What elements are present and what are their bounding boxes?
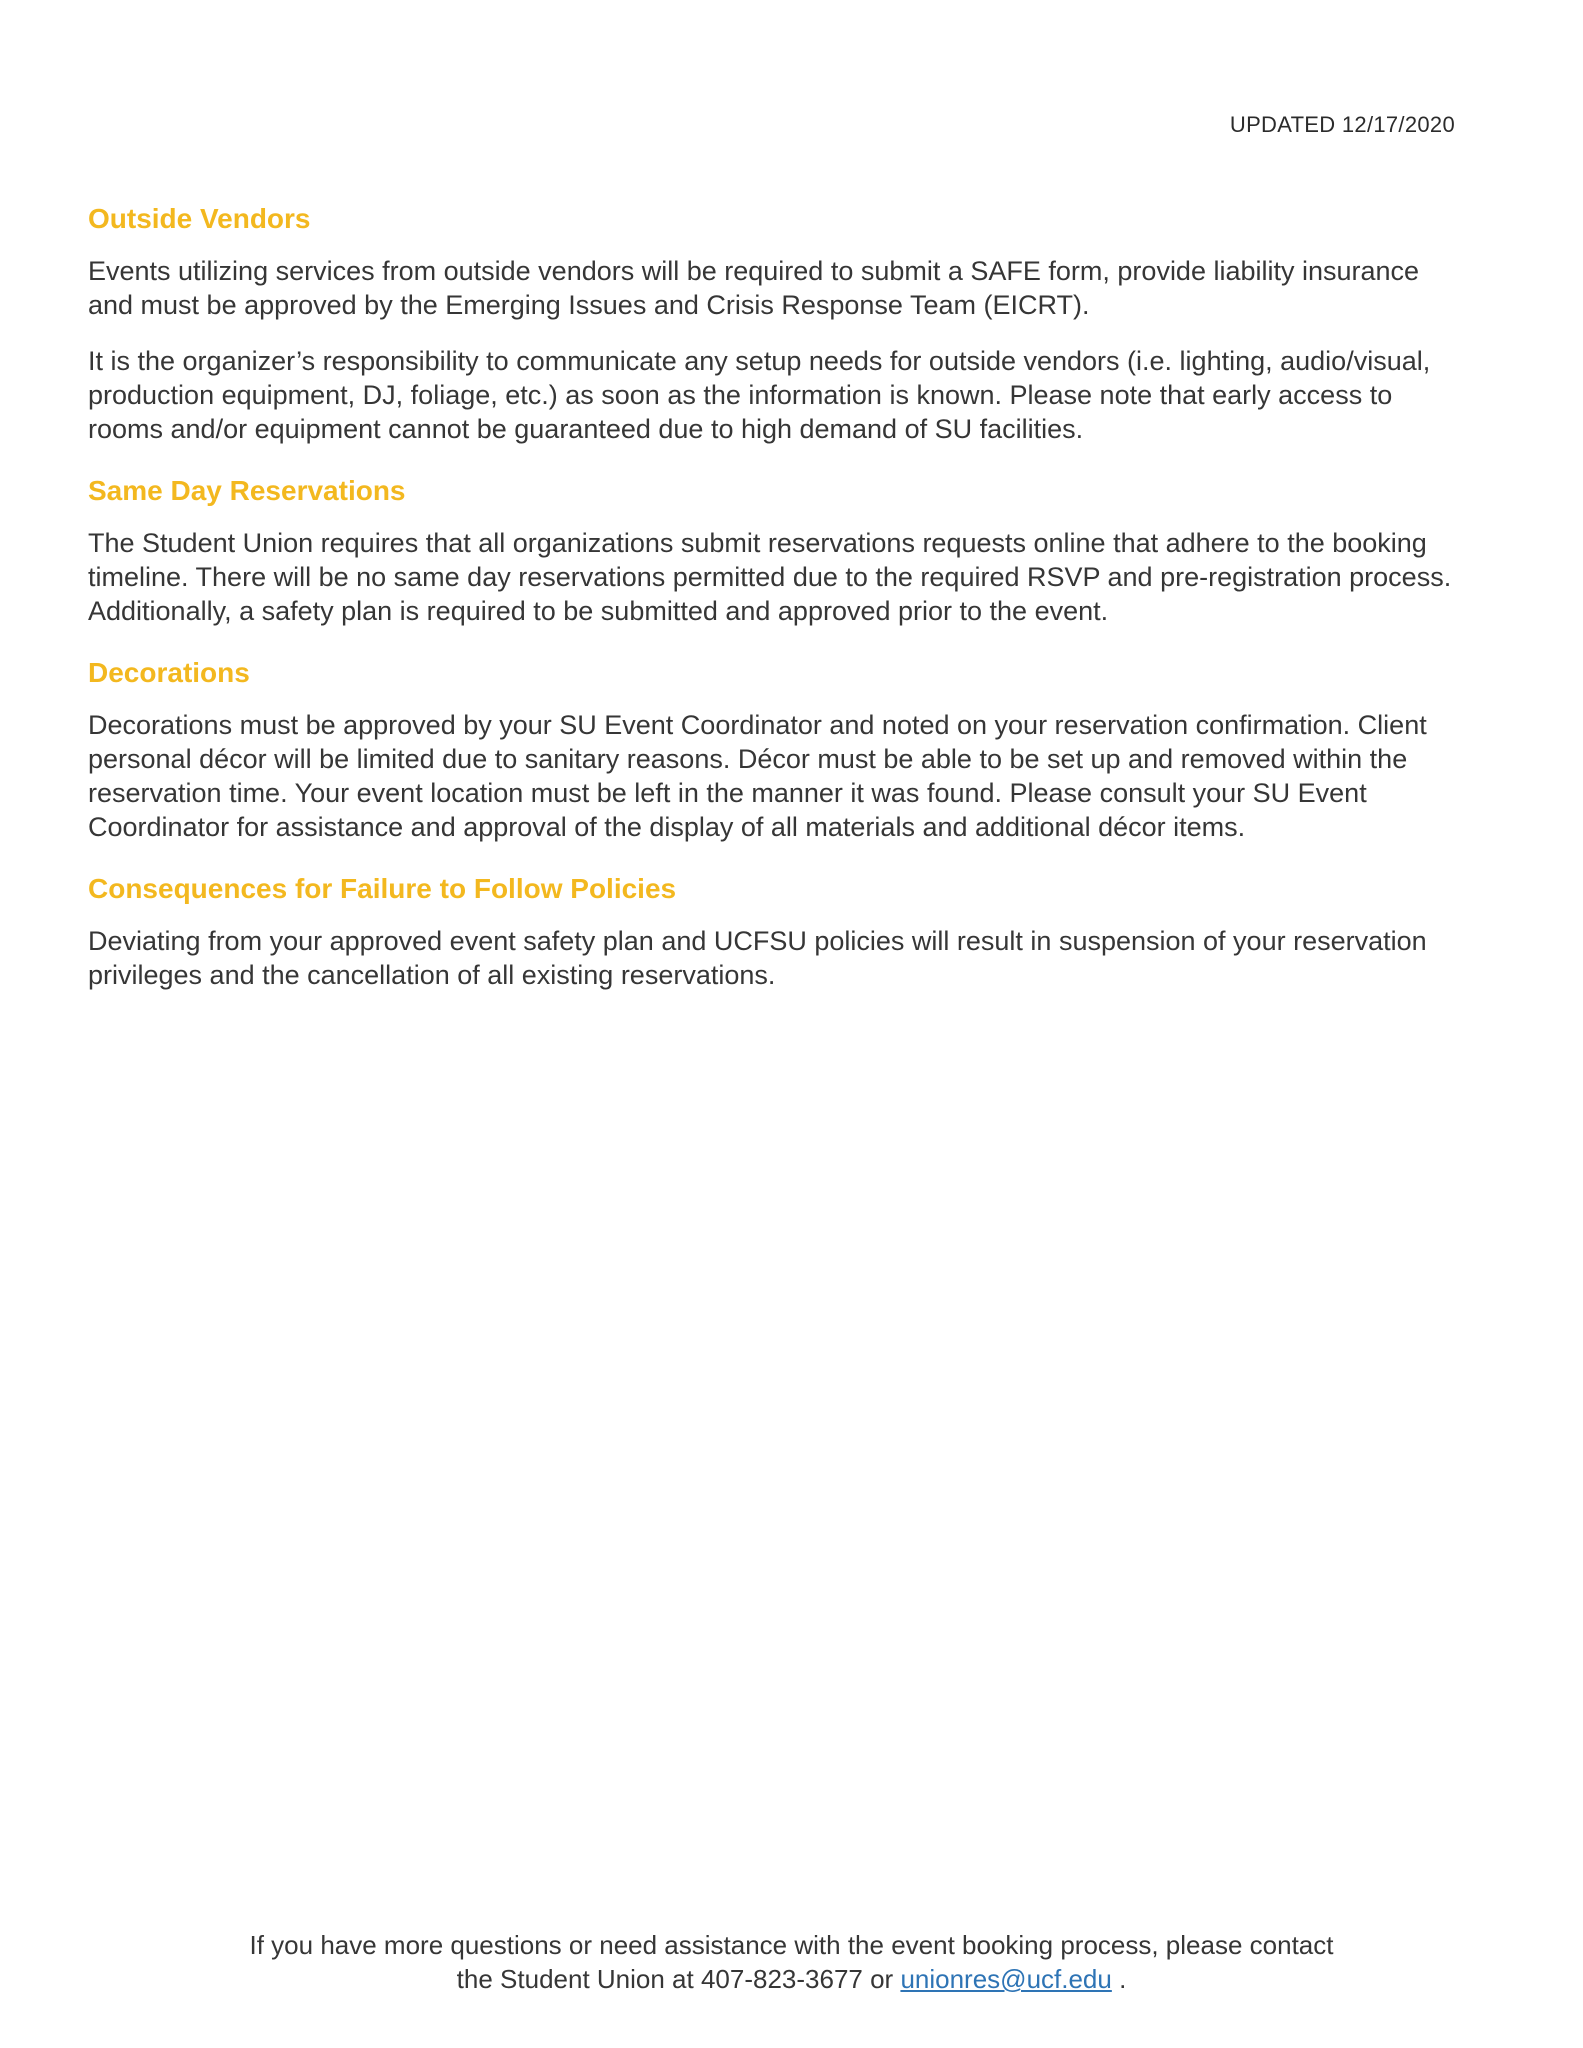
document-body: [88, 202, 1460, 1020]
paragraph-same-day-reservations-1: The Student Union requires that all organizations submit reservations requests online that adhere to the booking timeline. There will be no same day reservations permitted due to the required RSVP and pre-registration process. Additionally, a safety plan is required to be submitted and approved prior to the event.: [88, 528, 1452, 626]
contact-footer: [0, 1928, 1583, 1996]
section-outside-vendors: [88, 202, 1460, 446]
paragraph-decorations-1: Decorations must be approved by your SU Event Coordinator and noted on your reservation confirmation. Client personal décor will be limited due to sanitary reasons. Décor must be able to be set up and removed within the reservation time. Your event location must be left in the manner it was found. Please consult your SU Event Coordinator for assistance and approval of the display of all materials and additional décor items.: [88, 710, 1427, 842]
email-link[interactable]: unionres@ucf.edu: [900, 1964, 1112, 1994]
section-heading-decorations: Decorations: [88, 657, 250, 688]
section-heading-same-day-reservations: Same Day Reservations: [88, 475, 406, 506]
section-heading-consequences: Consequences for Failure to Follow Policies: [88, 873, 677, 904]
section-decorations: [88, 656, 1460, 844]
section-same-day-reservations: [88, 474, 1460, 628]
footer-line1: If you have more questions or need assistance with the event booking process, please contact: [249, 1930, 1334, 1960]
section-consequences: [88, 872, 1460, 992]
section-heading-outside-vendors: Outside Vendors: [88, 203, 311, 234]
footer-line2-suffix: .: [1111, 1964, 1127, 1994]
updated-date: UPDATED 12/17/2020: [1229, 112, 1455, 137]
paragraph-outside-vendors-1: Events utilizing services from outside vendors will be required to submit a SAFE form, provide liability insurance and must be approved by the Emerging Issues and Crisis Response Team (EICRT).: [88, 256, 1420, 320]
footer-line2-prefix: the Student Union at 407-823-3677 or: [456, 1964, 901, 1994]
paragraph-outside-vendors-2: It is the organizer’s responsibility to communicate any setup needs for outside vendors (i.e. lighting, audio/visual, production equipment, DJ, foliage, etc.) as soon as the information is known. Please note that early access to rooms and/or equipment cannot be guaranteed due to high demand of SU facilities.: [88, 346, 1431, 444]
paragraph-consequences-1: Deviating from your approved event safety plan and UCFSU policies will result in suspension of your reservation privileges and the cancellation of all existing reservations.: [88, 926, 1427, 990]
